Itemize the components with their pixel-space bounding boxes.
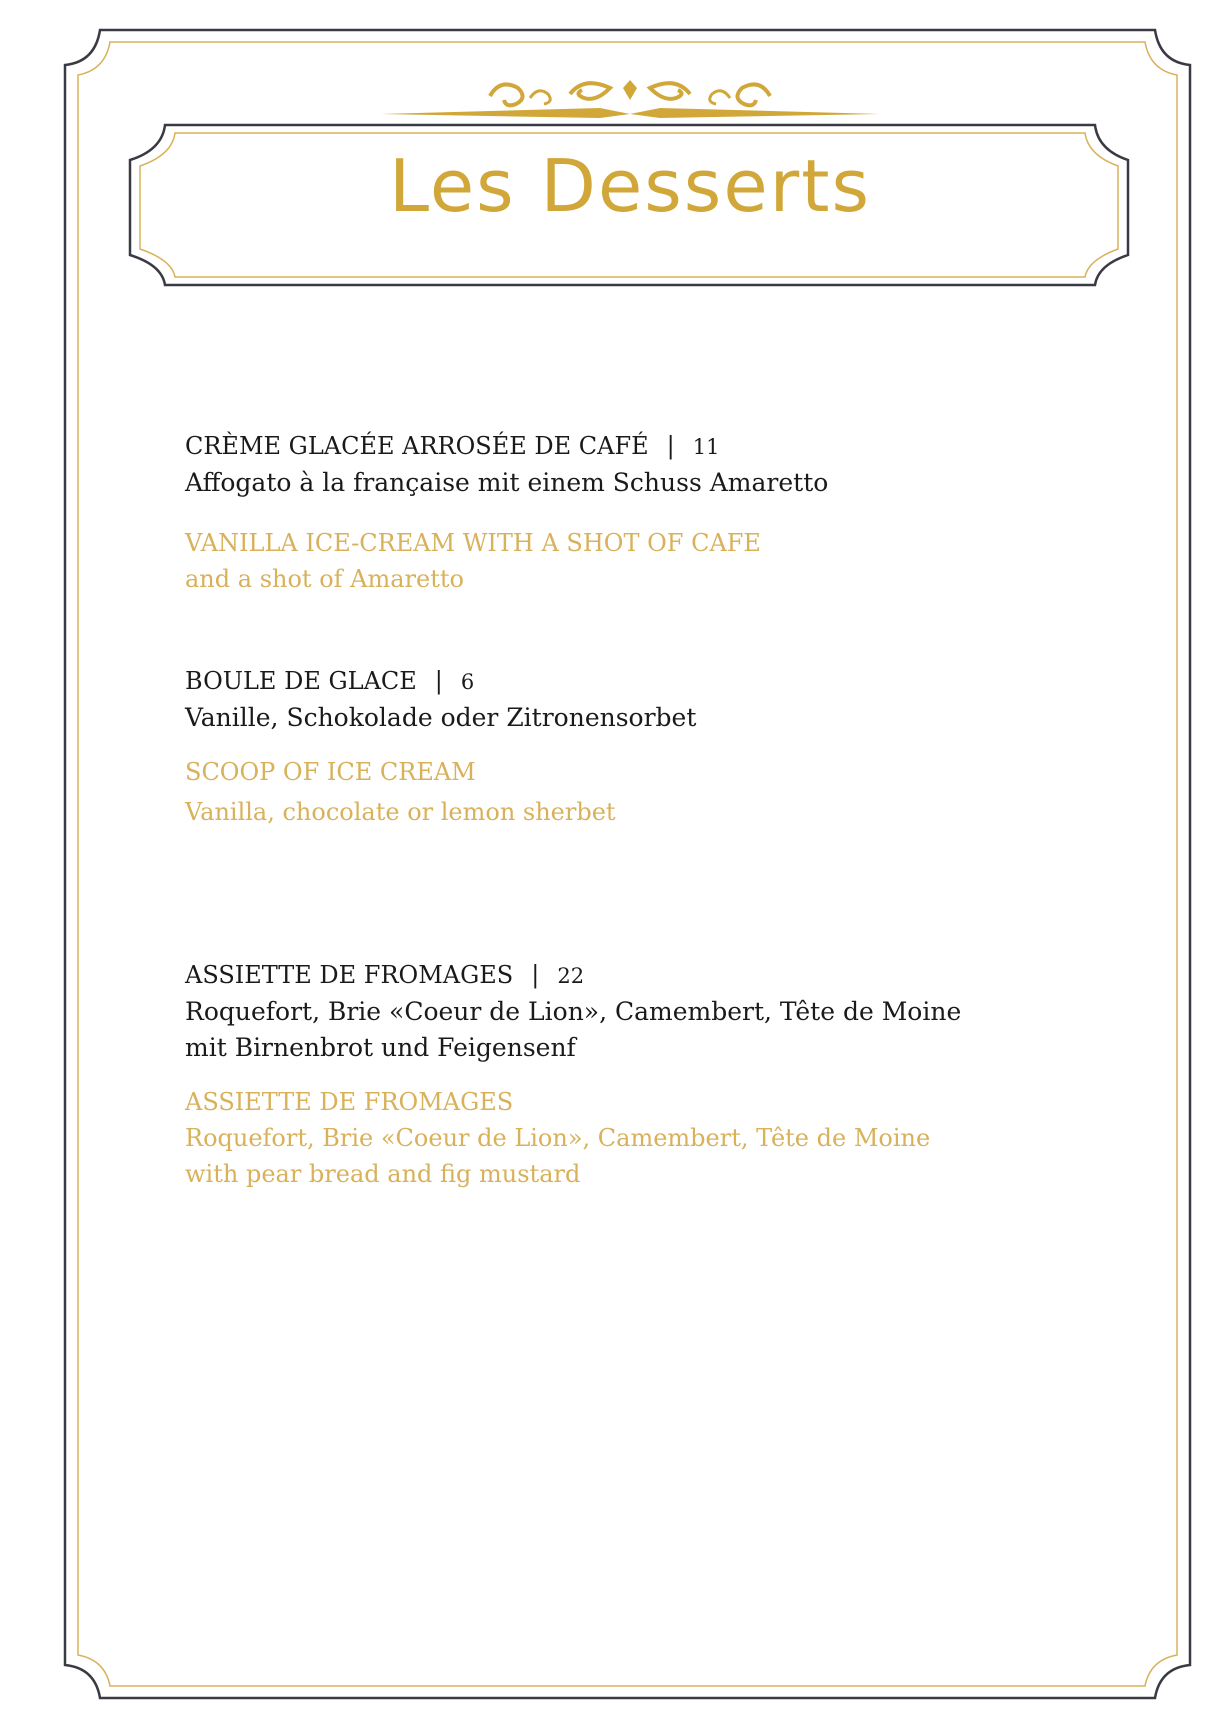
item-description-en: and a shot of Amaretto	[185, 565, 464, 593]
item-name: ASSIETTE DE FROMAGES	[185, 961, 514, 989]
item-price: 22	[557, 964, 585, 988]
item-description-en: Vanilla, chocolate or lemon sherbet	[185, 798, 616, 826]
item-description-de: Roquefort, Brie «Coeur de Lion», Camembert, Tête de Moine	[185, 997, 962, 1026]
menu-item-assiette-de-fromages	[185, 957, 961, 1192]
price-separator: |	[531, 961, 540, 989]
item-name-en: VANILLA ICE-CREAM WITH A SHOT OF CAFE	[185, 529, 761, 557]
menu-item-creme-glacee	[185, 428, 828, 597]
item-price: 6	[460, 670, 475, 694]
item-name: BOULE DE GLACE	[185, 667, 417, 695]
item-description-en: Roquefort, Brie «Coeur de Lion», Camembert, Tête de Moine	[185, 1124, 931, 1152]
item-name: CRÈME GLACÉE ARROSÉE DE CAFÉ	[185, 432, 649, 460]
item-description-de: Affogato à la française mit einem Schuss Amaretto	[185, 468, 829, 497]
item-description-de-2: mit Birnenbrot und Feigensenf	[185, 1033, 576, 1062]
item-description-en-2: with pear bread and fig mustard	[185, 1160, 581, 1188]
item-price: 11	[692, 435, 720, 459]
price-separator: |	[666, 432, 675, 460]
price-separator: |	[434, 667, 443, 695]
flourish-ornament	[380, 68, 880, 128]
item-description-de: Vanille, Schokolade oder Zitronensorbet	[185, 703, 697, 732]
item-name-en: SCOOP OF ICE CREAM	[185, 758, 476, 786]
item-name-en: ASSIETTE DE FROMAGES	[185, 1088, 514, 1116]
page-title: Les Desserts	[389, 144, 871, 228]
menu-item-boule-de-glace	[185, 663, 696, 830]
